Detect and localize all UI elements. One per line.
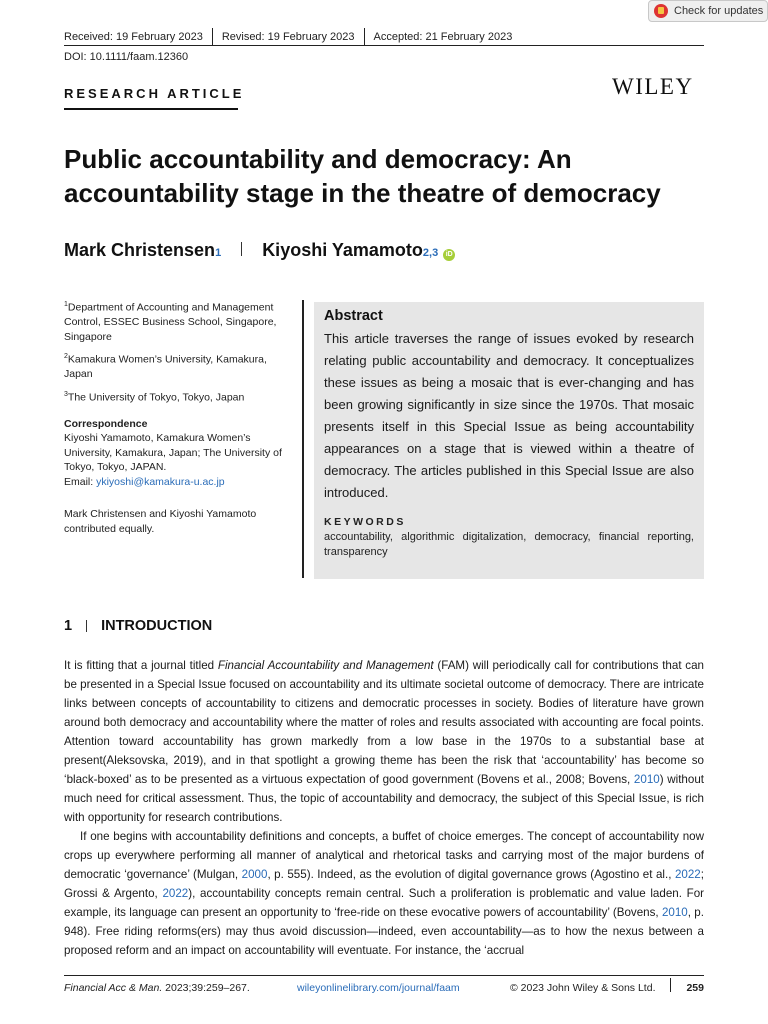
- received-date: Received: 19 February 2023: [64, 31, 203, 43]
- page-number: 259: [686, 982, 704, 994]
- article-type: RESEARCH ARTICLE: [64, 86, 245, 101]
- author-name[interactable]: Mark Christensen: [64, 240, 216, 260]
- citation-link[interactable]: 2010: [661, 906, 688, 919]
- divider: [670, 978, 671, 992]
- divider: [86, 620, 87, 632]
- doi: DOI: 10.1111/faam.12360: [64, 51, 189, 63]
- citation-link[interactable]: 2010: [633, 773, 660, 786]
- contribution-note: Mark Christensen and Kiyoshi Yamamoto contributed equally.: [64, 508, 257, 535]
- section-number: 1: [64, 618, 73, 634]
- author-name[interactable]: Kiyoshi Yamamoto: [262, 240, 423, 260]
- keywords-heading: KEYWORDS: [324, 516, 406, 528]
- accepted-date: Accepted: 21 February 2023: [373, 31, 513, 43]
- crossmark-icon: [654, 4, 668, 18]
- header-rule: [64, 45, 704, 46]
- affiliations-column: [64, 298, 292, 542]
- article-type-underline: [64, 108, 238, 110]
- affiliation: $^1$Department of Accounting and Management Control, ESSEC Business School, Singapore, Singapore: [64, 301, 277, 343]
- affiliation: $^3$The University of Tokyo, Tokyo, Japan: [64, 390, 245, 403]
- article-dates: [64, 28, 512, 46]
- citation-link[interactable]: 2022: [162, 887, 189, 900]
- check-for-updates-button[interactable]: [648, 0, 768, 22]
- check-for-updates-label: Check for updates: [674, 5, 764, 17]
- section-title: INTRODUCTION: [101, 618, 213, 634]
- keywords-list: accountability, algorithmic digitalization, democracy, financial reporting, transparency: [324, 531, 694, 558]
- column-divider: [302, 300, 304, 578]
- divider: [364, 28, 365, 46]
- copyright: © 2023 John Wiley & Sons Ltd.: [510, 982, 656, 994]
- affiliation: $^2$Kamakura Women’s University, Kamakura, Japan: [64, 353, 267, 380]
- author-affiliation-ref[interactable]: 1: [215, 247, 222, 259]
- journal-url-link[interactable]: wileyonlinelibrary.com/journal/faam: [297, 982, 460, 994]
- correspondence-text: Kiyoshi Yamamoto, Kamakura Women’s University, Kamakura, Japan; The University of Tokyo, Tokyo, JAPAN. Email: ykiyoshi@kamakura-u.ac.jp: [64, 432, 282, 488]
- author-list: [64, 240, 455, 261]
- email-link[interactable]: ykiyoshi@kamakura-u.ac.jp: [96, 475, 225, 488]
- correspondence-heading: Correspondence: [64, 417, 148, 430]
- paragraph: It is fitting that a journal titled Financial Accountability and Management (FAM) will periodically call for contributions that can be presented in a Special Issue focused on accountability and its ultimate societal outcome of democracy. There are intricate links between concepts of accountability to citizens and democratic processes in society. Bodies of literature have grown around both democracy and accountability where the matter of roles and results associated with accounting are focal points. Attention toward accountability has grown markedly from a low base in the 1970s to a substantial base at present(Aleksovska, 2019), and in that spotlight a growing theme has been the risk that ‘accountability’ has become so ‘black-boxed’ as to be presented as a virtuous expectation of good government (Bovens et al., 2008; Bovens, 2010) without much need for critical assessment. Thus, the topic of accountability and democracy, the subject of this Special Issue, is rich with opportunity for research contributions.: [64, 659, 704, 824]
- divider: [241, 242, 242, 256]
- paragraph: If one begins with accountability definitions and concepts, a buffet of choice emerges. The concept of accountability now crops up everywhere performing all manner of analytical and rhetorical tasks and carrying most of the major burdens of democratic ‘governance’ (Mulgan, 2000, p. 555). Indeed, as the evolution of digital governance grows (Agostino et al., 2022; Grossi & Argento, 2022), accountability concepts remain central. Such a proliferation is problematic and value laden. For example, its language can present an opportunity to ‘free-ride on these evocative powers of accountability’ (Bovens, 2010, p. 948). Free riding reforms(ers) may thus avoid discussion—indeed, even accountability—as to how the nexus between a proposed reform and an impact on accountability will eventuate. For instance, the ‘accrual: [64, 830, 704, 957]
- footer-rule: [64, 975, 704, 976]
- author-affiliation-ref[interactable]: 2,3: [422, 247, 439, 259]
- citation-link[interactable]: 2000: [241, 868, 268, 881]
- abstract-text: This article traverses the range of issues evoked by research relating public accountability and democracy. It conceptualizes these issues as being a mosaic that is ever-changing and has been growing significantly in size since the 1970s. That mosaic presents itself in this Special Issue as being accountability appearances on a stage that is viewed within a theatre of democracy. The articles published in this Special Issue are also introduced.: [324, 331, 694, 500]
- abstract-box: [314, 302, 704, 579]
- body-text: [64, 656, 704, 960]
- orcid-icon[interactable]: iD: [443, 249, 455, 261]
- article-title: Public accountability and democracy: An accountability stage in the theatre of democracy: [64, 144, 661, 208]
- abstract-heading: Abstract: [324, 308, 383, 324]
- divider: [212, 28, 213, 46]
- revised-date: Revised: 19 February 2023: [221, 31, 355, 43]
- publisher-logo: WILEY: [612, 74, 694, 99]
- journal-citation: Financial Acc & Man. 2023;39:259–267.: [64, 982, 250, 994]
- section-heading: [64, 618, 212, 634]
- citation-link[interactable]: 2022: [674, 868, 701, 881]
